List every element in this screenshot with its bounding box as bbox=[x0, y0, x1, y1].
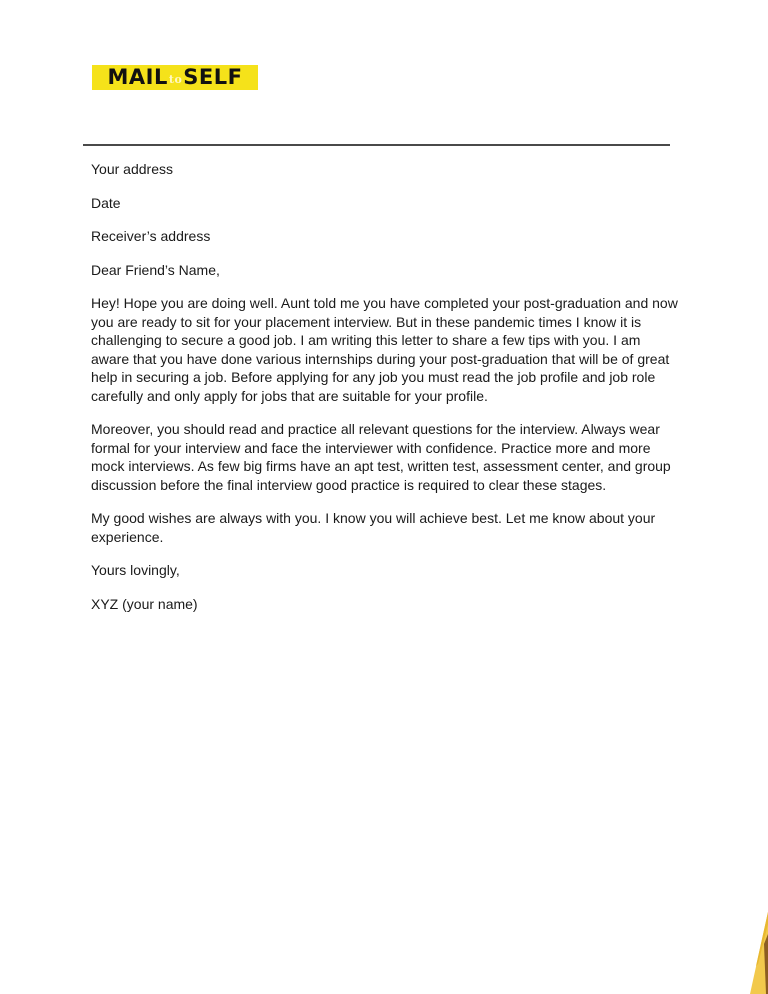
header-divider bbox=[83, 144, 670, 146]
closing: Yours lovingly, bbox=[91, 562, 180, 578]
paragraph-wishes: My good wishes are always with you. I know you will achieve best. Let me know about your experience. bbox=[91, 510, 656, 545]
paragraph-advice: Moreover, you should read and practice all relevant questions for the interview. Always wear formal for your interview and face the interviewer with confidence. Practice more and more mock interviews. As few big firms have an apt test, written test, assessment center, and group discussion before the final interview good practice is required to clear these stages. bbox=[91, 421, 671, 493]
signature: XYZ (your name) bbox=[91, 595, 198, 612]
salutation: Dear Friend’s Name, bbox=[91, 261, 220, 278]
logo-text-self: SELF bbox=[183, 65, 243, 89]
corner-stripe-icon bbox=[728, 904, 768, 994]
logo-text-to: to bbox=[168, 73, 183, 86]
paragraph-intro: Hey! Hope you are doing well. Aunt told me you have completed your post-graduation and now you are ready to sit for your placement interview. But in these pandemic times I know it is challenging to secure a good job. I am writing this letter to share a few tips with you. I am aware that you have done various internships during your post-graduation that will be of great help in securing a job. Before applying for any job you must read the job profile and job role carefully and only apply for jobs that are suitable for your profile. bbox=[91, 295, 678, 404]
mail-to-self-logo bbox=[92, 65, 258, 90]
sender-address: Your address bbox=[91, 161, 173, 177]
letter-body bbox=[91, 160, 681, 628]
receiver-address: Receiver’s address bbox=[91, 228, 211, 244]
logo-text-mail: MAIL bbox=[107, 65, 168, 89]
letter-date: Date bbox=[91, 194, 121, 211]
